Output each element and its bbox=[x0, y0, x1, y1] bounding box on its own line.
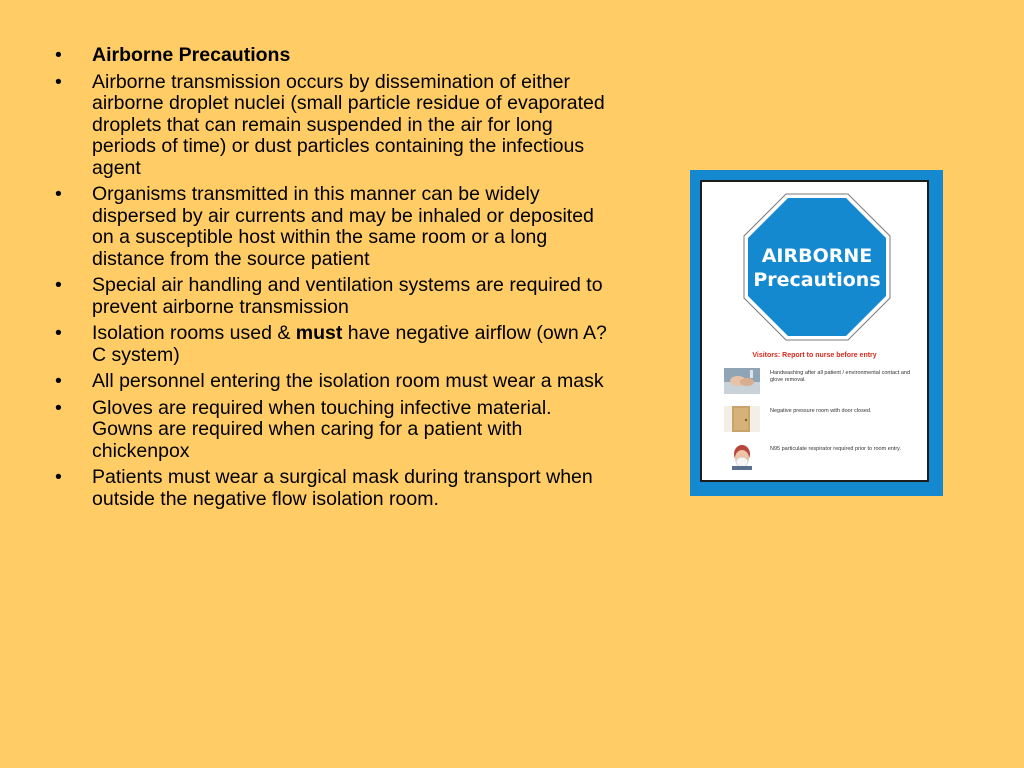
visitors-notice: Visitors: Report to nurse before entry bbox=[752, 352, 877, 359]
bullet-text: Airborne transmission occurs by dissemination of either airborne droplet nuclei (small particle residue of evaporated droplets that can remain suspended in the air for long periods of time) or dust particles containing the infectious agent bbox=[92, 70, 605, 179]
bullet-text-part: Isolation rooms used & bbox=[92, 322, 296, 344]
bullet-text-part: have negative airflow (own A?C system) bbox=[92, 322, 607, 366]
bullet-text: Airborne Precautions bbox=[92, 44, 291, 66]
sign-line-2: Precautions bbox=[753, 269, 881, 291]
bullet-item bbox=[55, 275, 610, 318]
octagon-shape bbox=[748, 198, 886, 336]
airborne-precautions-poster bbox=[690, 170, 943, 496]
instruction-row-door bbox=[724, 406, 924, 436]
bullet-item-title bbox=[55, 45, 610, 67]
sign-line-1: AIRBORNE bbox=[761, 245, 873, 267]
bullet-dot: • bbox=[55, 183, 62, 205]
handwashing-icon bbox=[724, 368, 760, 394]
bullet-dot: • bbox=[55, 466, 62, 488]
instruction-text: Handwashing after all patient / environmental contact and glove removal. bbox=[770, 370, 911, 383]
instruction-text: Negative pressure room with door closed. bbox=[770, 408, 872, 414]
bullet-text: Patients must wear a surgical mask during transport when outside the negative flow isolation room. bbox=[92, 466, 593, 510]
bullet-text bbox=[92, 322, 607, 366]
bullet-dot: • bbox=[55, 396, 62, 419]
instruction-row-handwashing bbox=[724, 368, 924, 398]
bullet-list bbox=[55, 45, 610, 515]
respirator-mask-icon bbox=[724, 444, 760, 470]
bullet-dot: • bbox=[55, 70, 62, 93]
instruction-row-respirator bbox=[724, 444, 924, 474]
instruction-text: N95 particulate respirator required prior to room entry. bbox=[770, 446, 902, 452]
bullet-item bbox=[55, 323, 610, 366]
bullet-dot: • bbox=[55, 370, 62, 392]
bullet-item bbox=[55, 467, 610, 510]
poster-sheet bbox=[700, 180, 929, 482]
bullet-text: All personnel entering the isolation room must wear a mask bbox=[92, 370, 604, 392]
stop-sign-octagon bbox=[742, 192, 892, 342]
bullet-dot: • bbox=[55, 44, 62, 66]
bullet-item bbox=[55, 72, 610, 180]
bullet-text: Organisms transmitted in this manner can be widely dispersed by air currents and may be inhaled or deposited on a susceptible host within the same room or a long distance from the source patient bbox=[92, 183, 594, 270]
bullet-text-emphasis: must bbox=[295, 322, 343, 344]
octagon-sign-graphic bbox=[742, 192, 892, 342]
bullet-item bbox=[55, 184, 610, 270]
bullet-dot: • bbox=[55, 274, 62, 296]
bullet-text: Special air handling and ventilation systems are required to prevent airborne transmission bbox=[92, 274, 603, 318]
bullet-dot: • bbox=[55, 322, 62, 344]
door-icon bbox=[724, 406, 760, 432]
bullet-text: Gloves are required when touching infective material. Gowns are required when caring for a patient with chickenpox bbox=[92, 396, 552, 462]
bullet-item bbox=[55, 398, 610, 463]
bullet-item bbox=[55, 371, 610, 393]
